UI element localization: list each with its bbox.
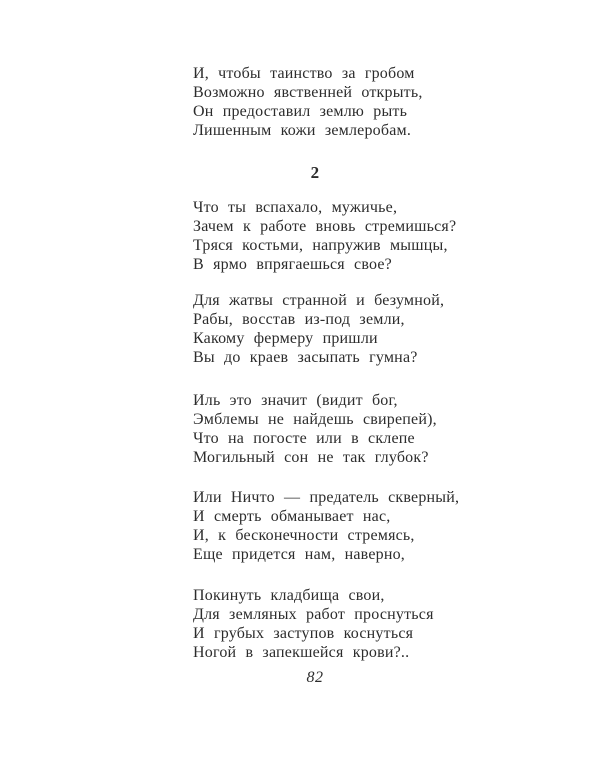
verse-line: И смерть обманывает нас, — [193, 508, 391, 525]
page-number: 82 — [306, 669, 324, 686]
verse-line: Тряся костьми, напружив мышцы, — [193, 237, 448, 254]
verse-line: Зачем к работе вновь стремишься? — [193, 218, 457, 235]
verse-line: Что на погосте или в склепе — [193, 430, 415, 447]
verse-line: Покинуть кладбища свои, — [193, 587, 385, 604]
verse-line: И, чтобы таинство за гробом — [193, 65, 415, 82]
verse-line: Лишенным кожи землеробам. — [193, 122, 412, 139]
verse-line: Вы до краев засыпать гумна? — [193, 349, 418, 366]
verse-line: И, к бесконечности стремясь, — [193, 527, 415, 544]
verse-line: Или Ничто — предатель скверный, — [193, 489, 460, 506]
verse-line: Эмблемы не найдешь свирепей), — [193, 411, 437, 428]
verse-line: Могильный сон не так глубок? — [193, 449, 429, 466]
section-number: 2 — [310, 163, 320, 182]
stanza-3 — [193, 291, 493, 367]
verse-line: Еще придется нам, наверно, — [193, 546, 405, 563]
verse-line: В ярмо впрягаешься свое? — [193, 256, 392, 273]
verse-line: Иль это значит (видит бог, — [193, 392, 398, 409]
verse-line: Рабы, восстав из-под земли, — [193, 311, 405, 328]
verse-line: Для земляных работ проснуться — [193, 606, 434, 623]
verse-line: Ногой в запекшейся крови?.. — [193, 644, 410, 661]
verse-line: Возможно явственней открыть, — [193, 84, 423, 101]
verse-line: Какому фермеру пришли — [193, 330, 378, 347]
stanza-2 — [193, 198, 493, 274]
stanza-4 — [193, 391, 493, 467]
verse-line: Что ты вспахало, мужичье, — [193, 199, 398, 216]
verse-line: И грубых заступов коснуться — [193, 625, 414, 642]
stanza-1 — [193, 64, 493, 140]
verse-line: Он предоставил землю рыть — [193, 103, 408, 120]
stanza-5 — [193, 488, 493, 564]
verse-line: Для жатвы странной и безумной, — [193, 292, 445, 309]
stanza-6 — [193, 586, 493, 662]
